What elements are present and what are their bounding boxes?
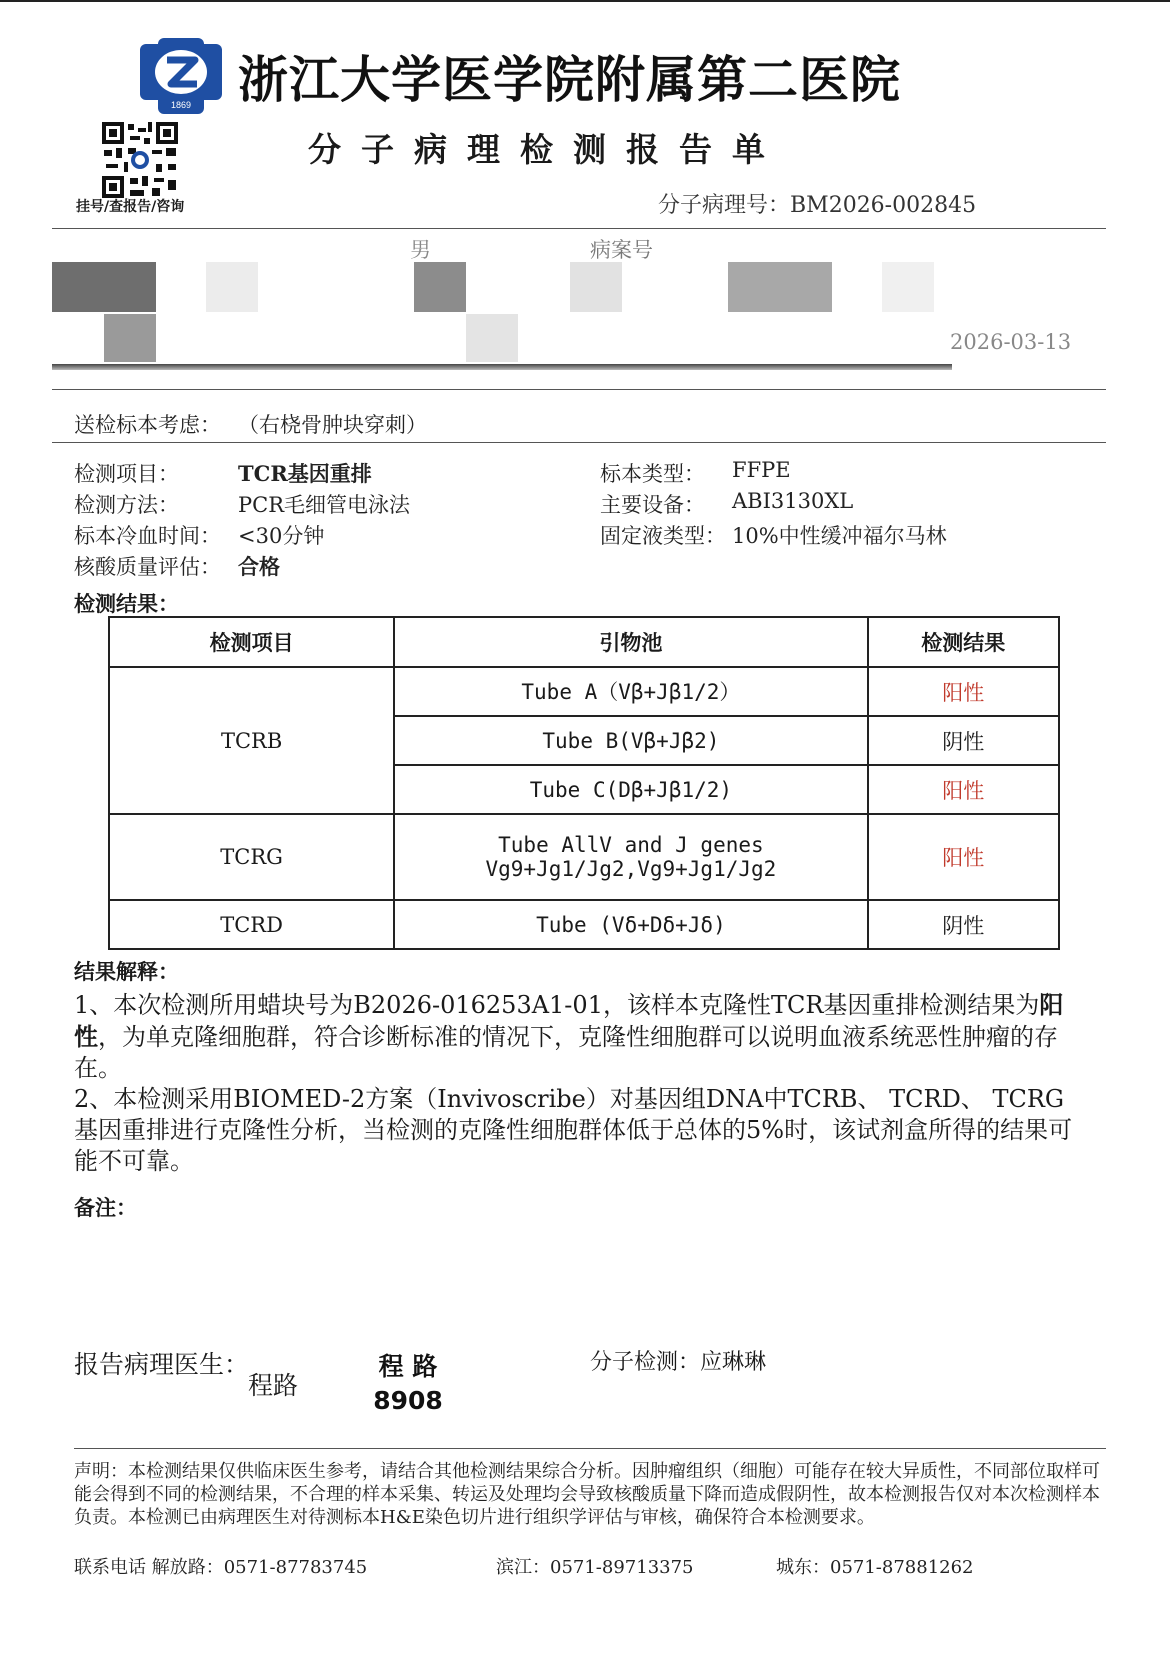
signature-stamp — [366, 1350, 450, 1418]
redaction-block — [728, 262, 832, 312]
results-section-label: 检测结果： — [74, 591, 179, 616]
result-cell: 阳性 — [868, 765, 1059, 814]
primer-cell: Tube C(Dβ+Jβ1/2) — [394, 765, 867, 814]
redaction-block — [104, 314, 156, 362]
case-number-label: 病案号 — [590, 238, 653, 262]
stamp-name: 程 路 — [378, 1352, 438, 1381]
redaction-block — [414, 262, 466, 312]
divider — [52, 442, 1106, 443]
result-cell: 阴性 — [868, 900, 1059, 949]
primer-cell — [394, 814, 867, 900]
top-border — [0, 0, 1170, 2]
method-label: 检测方法： — [74, 493, 179, 517]
redaction-block — [206, 262, 258, 312]
hospital-name: 浙江大学医学院附属第二医院 — [238, 50, 901, 109]
qr-caption: 挂号/查报告/咨询 — [76, 199, 185, 215]
specimen-value: （右桡骨肿块穿刺） — [238, 413, 427, 437]
stamp-id: 8908 — [373, 1386, 443, 1415]
remarks-label: 备注： — [74, 1195, 137, 1220]
test-item-value: TCR基因重排 — [238, 461, 372, 486]
redaction-block — [570, 262, 622, 312]
interp-positive: 阳性 — [74, 990, 1064, 1051]
qr-code-icon[interactable] — [100, 120, 180, 200]
declaration-text: 声明：本检测结果仅供临床医生参考，请结合其他检测结果综合分析。因肿瘤组织（细胞）可能存在较大异质性，不同部位取样可能会得到不同的检测结果，不合理的样本采集、转运及处理均会导致核酸质量下降而造成假阴性，故本检测报告仅对本次检测样本负责。本检测已由病理医生对待测标本H&E染色切片进行组织学评估与审核，确保符合本检测要求。 — [74, 1461, 1100, 1528]
contact-jiefang: 联系电话 解放路：0571-87783745 — [74, 1557, 368, 1578]
primer-cell: Tube A（Vβ+Jβ1/2） — [394, 667, 867, 716]
molecular-tester: 分子检测：应琳琳 — [590, 1350, 767, 1375]
header-test-item: 检测项目 — [109, 617, 394, 667]
specimen-label: 送检标本考虑： — [74, 413, 221, 437]
ischemia-value: <30分钟 — [238, 524, 325, 548]
table-header-row — [109, 617, 1059, 667]
divider — [52, 228, 1106, 229]
fixative-label: 固定液类型： — [600, 524, 726, 548]
table-row — [109, 667, 1059, 716]
shadow-divider — [52, 364, 952, 370]
redaction-block — [466, 314, 518, 362]
header-result: 检测结果 — [868, 617, 1059, 667]
sample-type-value: FFPE — [732, 458, 791, 482]
gene-cell: TCRG — [109, 814, 394, 900]
nucleic-label: 核酸质量评估： — [74, 555, 221, 579]
report-title: 分子病理检测报告单 — [308, 130, 785, 169]
logo-year: 1869 — [170, 100, 192, 110]
pathologist-name: 程路 — [248, 1371, 299, 1400]
interpretation-paragraph-2: 2、本检测采用BIOMED-2方案（Invivoscribe）对基因组DNA中TCRB、 TCRD、 TCRG基因重排进行克隆性分析，当检测的克隆性细胞群体低于总体的5%时，该试剂盒所得的结果可能不可靠。 — [74, 1085, 1073, 1175]
interpretation-paragraph-1 — [74, 989, 1084, 1084]
results-table — [108, 616, 1060, 950]
primer-line: Vg9+Jg1/Jg2,Vg9+Jg1/Jg2 — [485, 857, 777, 881]
divider — [52, 389, 1106, 390]
contact-binjiang: 滨江：0571-89713375 — [496, 1557, 694, 1578]
table-row — [109, 814, 1059, 900]
sample-type-label: 标本类型： — [600, 462, 705, 486]
result-cell: 阴性 — [868, 716, 1059, 765]
method-value: PCR毛细管电泳法 — [238, 493, 411, 517]
interp-text: ，为单克隆细胞群，符合诊断标准的情况下，克隆性细胞群可以说明血液系统恶性肿瘤的存在。 — [74, 1023, 1058, 1082]
header-primer-pool: 引物池 — [394, 617, 867, 667]
primer-cell: Tube (Vδ+Dδ+Jδ) — [394, 900, 867, 949]
table-row — [109, 900, 1059, 949]
pathologist-label: 报告病理医生： — [74, 1350, 250, 1379]
redaction-block — [882, 262, 934, 312]
gene-cell: TCRB — [109, 667, 394, 814]
divider — [74, 1448, 1106, 1449]
test-item-label: 检测项目： — [74, 462, 179, 486]
fixative-value: 10%中性缓冲福尔马林 — [732, 524, 947, 548]
patient-sex-fragment: 男 — [410, 238, 431, 262]
device-label: 主要设备： — [600, 493, 705, 517]
result-cell: 阳性 — [868, 667, 1059, 716]
molecular-pathology-number: 分子病理号：BM2026-002845 — [658, 193, 977, 218]
report-date: 2026-03-13 — [950, 330, 1072, 354]
primer-line: Tube AllV and J genes — [498, 833, 764, 857]
nucleic-value: 合格 — [238, 554, 280, 579]
primer-cell: Tube B(Vβ+Jβ2) — [394, 716, 867, 765]
hospital-logo — [140, 38, 222, 114]
interpretation-text — [74, 989, 1084, 1177]
ischemia-label: 标本冷血时间： — [74, 524, 221, 548]
result-cell: 阳性 — [868, 814, 1059, 900]
contact-chengdong: 城东：0571-87881262 — [776, 1557, 974, 1578]
redaction-block — [52, 262, 156, 312]
device-value: ABI3130XL — [732, 489, 854, 513]
interpretation-label: 结果解释： — [74, 959, 179, 984]
interp-text: 1、本次检测所用蜡块号为B2026-016253A1-01，该样本克隆性TCR基因重排检测结果为 — [74, 991, 1040, 1019]
gene-cell: TCRD — [109, 900, 394, 949]
